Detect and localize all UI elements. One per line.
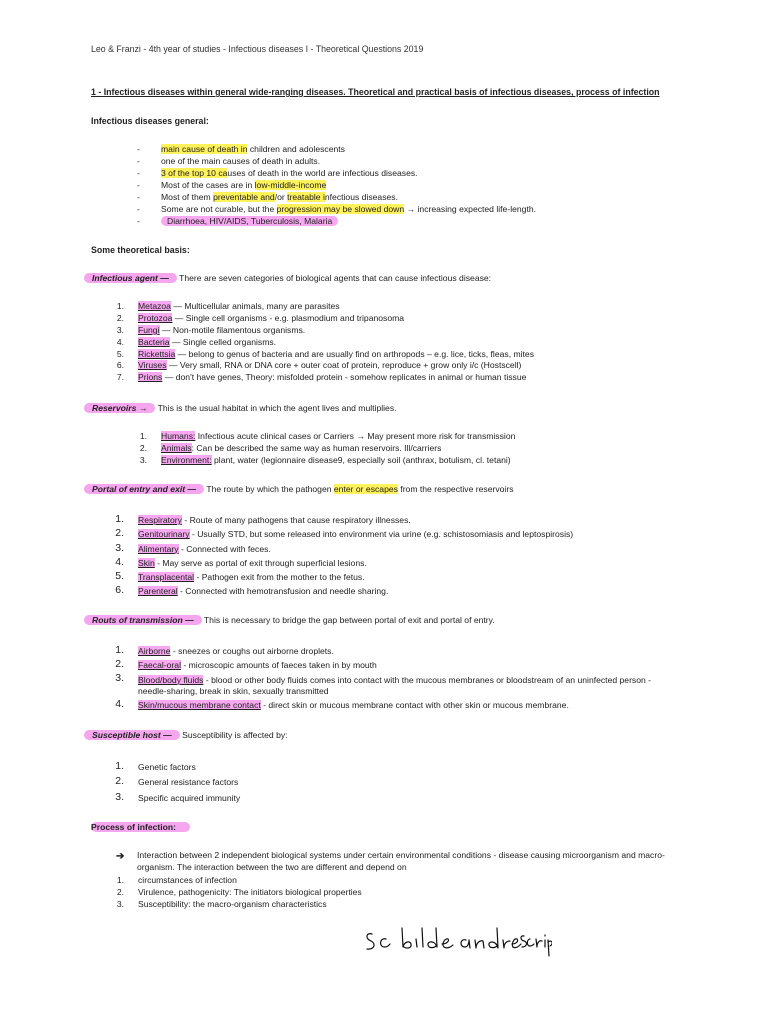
list-item: 1. Airborne - sneezes or coughs out airborne droplets. <box>115 644 334 656</box>
list-item: 2. Animals: Can be described the same way as human reservoirs. Ill/carriers <box>139 442 442 453</box>
list-item: 1. circumstances of infection <box>116 875 237 885</box>
list-item: - Diarrhoea, HIV/AIDS, Tuberculosis, Malaria <box>137 216 697 228</box>
list-item: 2. Faecal-oral - microscopic amounts of faeces taken in by mouth <box>115 658 377 671</box>
list-item: 3. Susceptibility: the macro-organism characteristics <box>116 898 327 909</box>
process-heading: Process of infection: <box>91 822 190 833</box>
portal-section-heading: Portal of entry and exit — The route by which the pathogen enter or escapes from the respective reservoirs <box>84 484 514 495</box>
host-list <box>115 760 241 808</box>
agent-section-heading: Infectious agent — There are seven categories of biological agents that can cause infectious disease: <box>84 273 491 284</box>
list-item: 1. Humans: Infectious acute clinical cases or Carriers → May present more risk for transmission <box>139 431 516 441</box>
reservoirs-list <box>139 431 516 467</box>
handwritten-note <box>362 920 552 960</box>
list-item: - Some are not curable, but the progression may be slowed down → increasing expected life-length. <box>137 204 697 216</box>
agent-list <box>116 301 535 384</box>
general-heading: Infectious diseases general: <box>91 116 209 126</box>
general-list <box>137 144 697 228</box>
host-section-heading: Susceptible host — Susceptibility is affected by: <box>84 730 288 741</box>
reservoirs-section-heading: Reservoirs → This is the usual habitat in which the agent lives and multiplies. <box>84 403 397 414</box>
routes-section-heading: Routs of transmission — This is necessary to bridge the gap between portal of exit and portal of entry. <box>84 615 495 626</box>
list-item: 2. Genitourinary - Usually STD, but some released into environment via urine (e.g. schistosomiasis and leptospirosis) <box>115 527 574 540</box>
list-item: 3. Alimentary - Connected with feces. <box>115 541 271 554</box>
list-item: 2. Protozoa — Single cell organisms - e.g. plasmodium and tripanosoma <box>116 312 405 323</box>
list-item: 1. Respiratory - Route of many pathogens that cause respiratory illnesses. <box>115 513 411 525</box>
list-item: 1. Genetic factors <box>115 760 196 772</box>
list-item: 6. Viruses — Very small, RNA or DNA core + outer coat of protein, reproduce + grow only i/c (Hostscell) <box>116 360 522 371</box>
arrow-icon: ➔ <box>116 851 125 862</box>
list-item: 5. Transplacental - Pathogen exit from the mother to the fetus. <box>115 570 365 583</box>
list-item: 3. Environment: plant, water (legionnaire disease9, especially soil (anthrax, botulism, cl. tetani) <box>139 454 511 465</box>
list-item: 2. Virulence, pathogenicity: The initiators biological properties <box>116 886 362 897</box>
list-item: 3. Specific acquired immunity <box>115 790 241 803</box>
list-item: - main cause of death in children and adolescents <box>137 144 697 156</box>
list-item: 1. Metazoa — Multicellular animals, many are parasites <box>116 301 340 311</box>
list-item: 4. Skin/mucous membrane contact - direct skin or mucous membrane contact with other skin or mucous membrane. <box>115 697 569 710</box>
theory-heading: Some theoretical basis: <box>91 245 190 255</box>
list-item: - Most of the cases are in low-middle-income <box>137 180 697 192</box>
portal-list <box>115 513 574 601</box>
list-item: 3. Fungi — Non-motile filamentous organisms. <box>116 324 306 335</box>
list-item: - 3 of the top 10 causes of death in the world are infectious diseases. <box>137 168 697 180</box>
list-item: 5. Rickettsia — belong to genus of bacteria and are usually find on arthropods – e.g. lice, ticks, fleas, mites <box>116 348 535 359</box>
question-title: 1 - Infectious diseases within general wide-ranging diseases. Theoretical and practical basis of infectious diseases, process of infection <box>91 87 660 97</box>
list-item: 7. Prions — don't have genes, Theory: misfolded protein - somehow replicates in animal or human tissue <box>116 372 527 383</box>
process-list <box>116 875 362 911</box>
list-item: 6. Parenteral - Connected with hemotransfusion and needle sharing. <box>115 584 389 597</box>
list-item: 4. Bacteria — Single celled organisms. <box>116 336 277 347</box>
process-description: ➔ Interaction between 2 independent biological systems under certain environmental conditions - disease causing microorganism and macro-organism. The interaction between the two are different and depend on <box>116 850 665 872</box>
routes-list <box>115 644 678 714</box>
list-item: 2. General resistance factors <box>115 775 239 788</box>
list-item: - Most of them preventable and/or treatable infectious diseases. <box>137 192 697 204</box>
list-item: 4. Skin - May serve as portal of exit through superficial lesions. <box>115 555 367 568</box>
page-header: Leo & Franzi - 4th year of studies - Infectious diseases I - Theoretical Questions 2019 <box>91 44 424 54</box>
list-item: 3. Blood/body fluids - blood or other body fluids comes into contact with the mucous membranes or bloodstream of an uninfected person - needle-sharing, break in skin, sexually transmitted <box>115 671 652 697</box>
list-item: - one of the main causes of death in adults. <box>137 156 697 168</box>
